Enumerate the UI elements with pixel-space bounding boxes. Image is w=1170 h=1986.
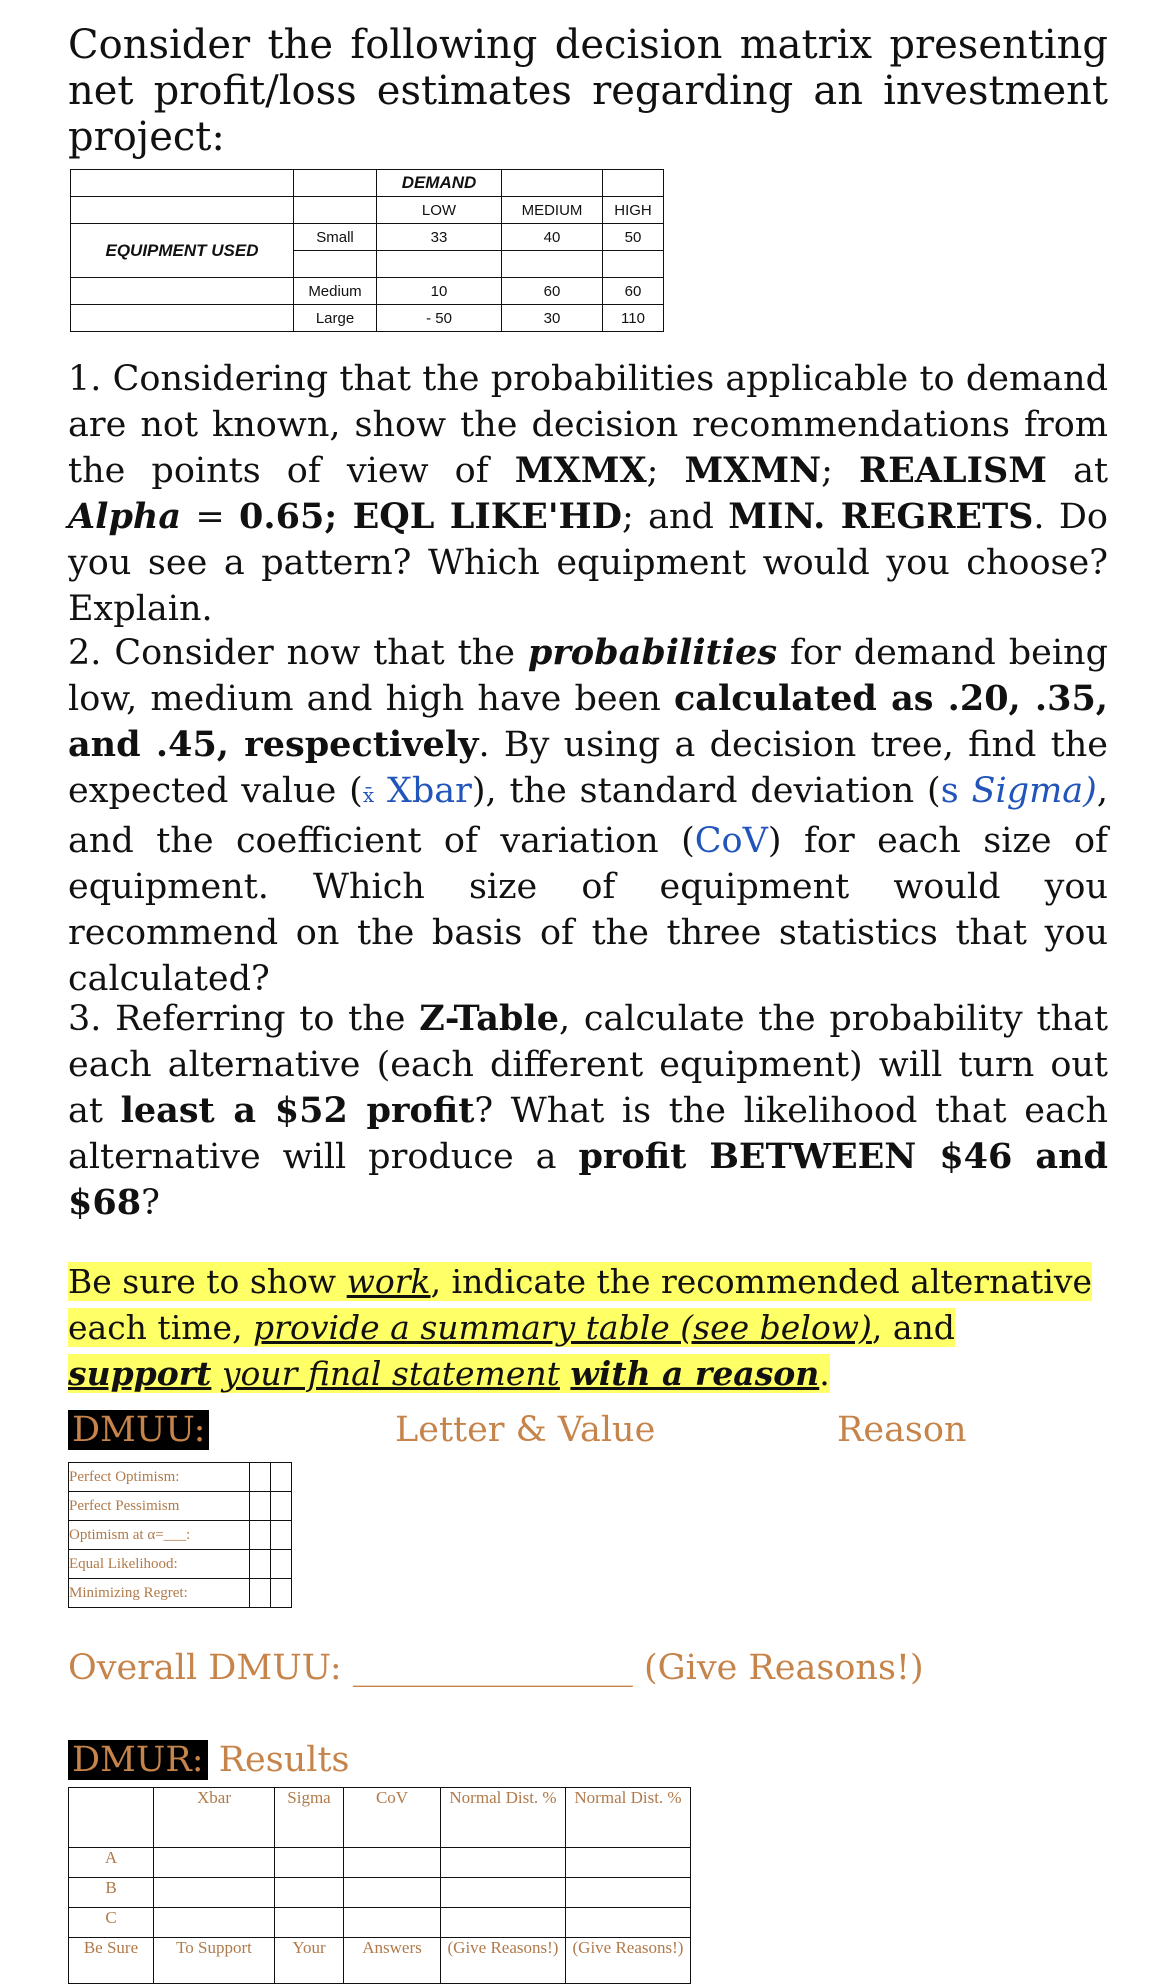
cell: 60 xyxy=(603,278,664,305)
question-1: 1. Considering that the probabilities applicable to demand are not known, show the decision recommendations from the points of view of MXMX; MXMN; REALISM at Alpha = 0.65; EQL LIKE'HD; and MIN. REGRETS. Do you see a pattern? Which equipment would you choose? Explain. xyxy=(68,359,1109,629)
dmur-footer: Answers xyxy=(344,1938,441,1984)
dmur-row-label: B xyxy=(69,1878,154,1908)
question-3: 3. Referring to the Z-Table, calculate the probability that each alternative (each different equipment) will turn out at least a $52 profit? What is the likelihood that each alternative will produce a profit BETWEEN $46 and $68? xyxy=(68,998,1109,1223)
dmuu-col-reason: Reason xyxy=(837,1410,967,1450)
decision-matrix xyxy=(70,169,664,332)
cell: 50 xyxy=(603,224,664,251)
cell: 10 xyxy=(377,278,502,305)
dmuu-row-label: Equal Likelihood: xyxy=(69,1550,250,1579)
intro-text: Consider the following decision matrix presenting net profit/loss estimates regarding an investment project: xyxy=(68,22,1108,160)
dmur-row-label: A xyxy=(69,1848,154,1878)
dmur-footer: (Give Reasons!) xyxy=(566,1938,691,1984)
dmuu-row-label: Perfect Optimism: xyxy=(69,1463,250,1492)
dmuu-row-label: Perfect Pessimism xyxy=(69,1492,250,1521)
dmur-title: DMUR: Results xyxy=(68,1740,349,1780)
cell: - 50 xyxy=(377,305,502,332)
dmur-header: Normal Dist. % xyxy=(441,1788,566,1848)
dmuu-row-label: Minimizing Regret: xyxy=(69,1579,250,1608)
col-medium: MEDIUM xyxy=(502,197,603,224)
dmur-row-label: C xyxy=(69,1908,154,1938)
overall-dmuu: Overall DMUU: ________________ (Give Reasons!) xyxy=(68,1648,924,1688)
equipment-label: EQUIPMENT USED xyxy=(71,224,294,278)
cell: 33 xyxy=(377,224,502,251)
col-high: HIGH xyxy=(603,197,664,224)
instructions: Be sure to show work, indicate the recommended alternative each time, provide a summary table (see below), and support your final statement with a reason. xyxy=(68,1262,1092,1393)
row-name: Small xyxy=(294,224,377,251)
dmuu-row-label: Optimism at α=___: xyxy=(69,1521,250,1550)
demand-label: DEMAND xyxy=(377,170,502,197)
row-name: Large xyxy=(294,305,377,332)
cell: 110 xyxy=(603,305,664,332)
cell: 60 xyxy=(502,278,603,305)
cell: 40 xyxy=(502,224,603,251)
dmur-header: CoV xyxy=(344,1788,441,1848)
dmur-footer: Your xyxy=(275,1938,344,1984)
col-low: LOW xyxy=(377,197,502,224)
dmur-footer: To Support xyxy=(154,1938,275,1984)
dmur-header: Normal Dist. % xyxy=(566,1788,691,1848)
dmur-header: Xbar xyxy=(154,1788,275,1848)
row-name: Medium xyxy=(294,278,377,305)
cell: 30 xyxy=(502,305,603,332)
dmuu-col-letter-value: Letter & Value xyxy=(395,1410,656,1450)
question-2: 2. Consider now that the probabilities for demand being low, medium and high have been calculated as .20, .35, and .45, respectively. By using a decision tree, find the expected value (x̄ Xbar), the standard deviation (s Sigma), and the coefficient of variation (CoV) for each size of equipment. Which size of equipment would you recommend on the basis of the three statistics that you calculated? xyxy=(68,632,1108,999)
dmur-footer: (Give Reasons!) xyxy=(441,1938,566,1984)
dmur-table xyxy=(68,1787,691,1984)
dmuu-table xyxy=(68,1462,292,1608)
dmur-footer: Be Sure xyxy=(69,1938,154,1984)
dmuu-title: DMUU: xyxy=(68,1410,209,1450)
dmur-header: Sigma xyxy=(275,1788,344,1848)
